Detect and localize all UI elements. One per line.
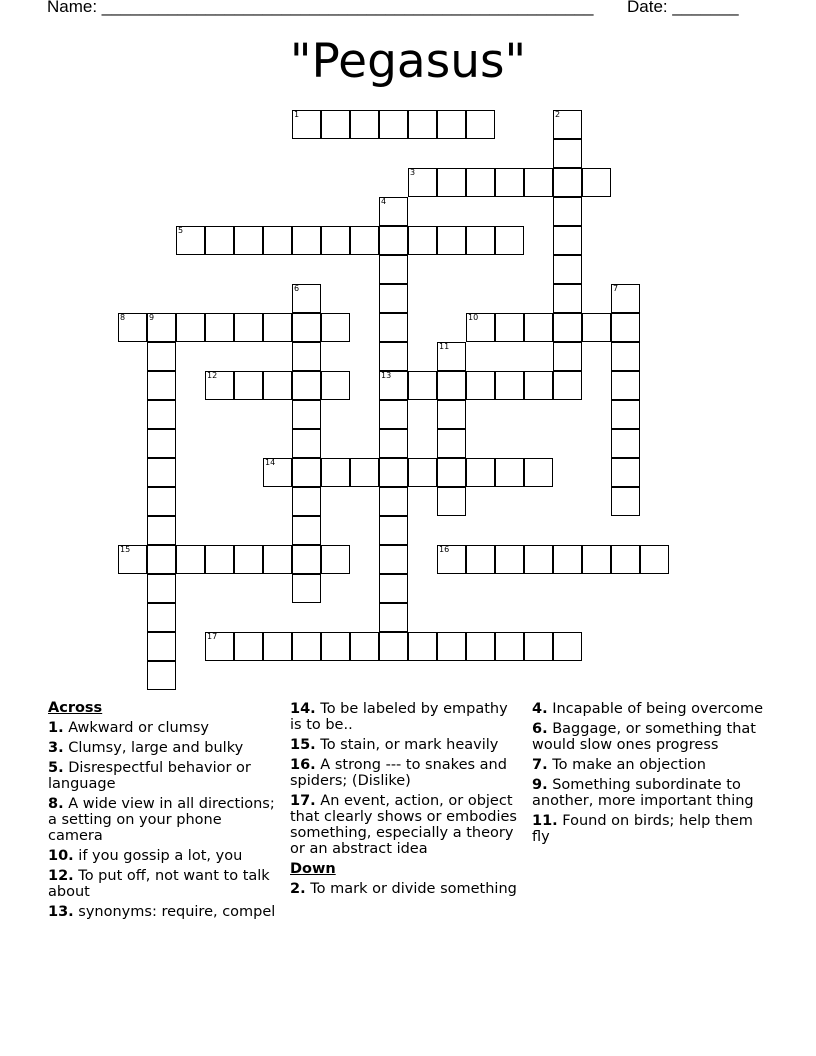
clue-across-10: 10. if you gossip a lot, you <box>48 848 243 864</box>
grid-cell[interactable] <box>205 226 234 255</box>
grid-cell[interactable] <box>379 487 408 516</box>
clue-across-1: 1. Awkward or clumsy <box>48 720 209 736</box>
grid-cell[interactable] <box>321 110 350 139</box>
clue-across-17: 17. An event, action, or object that clearly shows or embodies something, especially a theory or an abstract idea <box>290 793 517 857</box>
grid-cell[interactable] <box>350 458 379 487</box>
grid-cell[interactable] <box>379 458 408 487</box>
clue-number-label: 5 <box>178 226 184 235</box>
grid-cell[interactable] <box>147 603 176 632</box>
grid-cell[interactable] <box>611 284 640 313</box>
grid-cell[interactable] <box>147 400 176 429</box>
grid-cell[interactable] <box>379 429 408 458</box>
grid-cell[interactable] <box>263 226 292 255</box>
grid-cell[interactable] <box>611 487 640 516</box>
grid-cell[interactable] <box>205 313 234 342</box>
grid-cell[interactable] <box>234 545 263 574</box>
grid-cell[interactable] <box>292 110 321 139</box>
grid-cell[interactable] <box>379 110 408 139</box>
grid-cell[interactable] <box>524 632 553 661</box>
grid-cell[interactable] <box>524 168 553 197</box>
grid-cell[interactable] <box>379 516 408 545</box>
grid-cell[interactable] <box>437 429 466 458</box>
clue-across-8: 8. A wide view in all directions; a setting on your phone camera <box>48 796 275 844</box>
grid-cell[interactable] <box>582 313 611 342</box>
grid-cell[interactable] <box>176 313 205 342</box>
grid-cell[interactable] <box>553 255 582 284</box>
grid-cell[interactable] <box>524 545 553 574</box>
grid-cell[interactable] <box>292 226 321 255</box>
grid-cell[interactable] <box>466 168 495 197</box>
grid-cell[interactable] <box>263 632 292 661</box>
clue-number-label: 17 <box>207 632 218 641</box>
grid-cell[interactable] <box>524 458 553 487</box>
clue-number-label: 12 <box>207 371 218 380</box>
grid-cell[interactable] <box>553 313 582 342</box>
grid-cell[interactable] <box>379 313 408 342</box>
grid-cell[interactable] <box>321 313 350 342</box>
grid-cell[interactable] <box>437 342 466 371</box>
grid-cell[interactable] <box>205 545 234 574</box>
grid-cell[interactable] <box>466 632 495 661</box>
grid-cell[interactable] <box>437 487 466 516</box>
down-heading: Down <box>290 861 336 877</box>
grid-cell[interactable] <box>147 429 176 458</box>
grid-cell[interactable] <box>292 429 321 458</box>
grid-cell[interactable] <box>379 371 408 400</box>
grid-cell[interactable] <box>466 313 495 342</box>
clue-number-label: 3 <box>410 168 416 177</box>
clue-down-4: 4. Incapable of being overcome <box>532 701 764 717</box>
grid-cell[interactable] <box>611 429 640 458</box>
grid-cell[interactable] <box>205 632 234 661</box>
grid-cell[interactable] <box>147 516 176 545</box>
clue-down-6: 6. Baggage, or something that would slow ones progress <box>532 721 756 753</box>
grid-cell[interactable] <box>553 632 582 661</box>
grid-cell[interactable] <box>118 545 147 574</box>
grid-cell[interactable] <box>553 226 582 255</box>
grid-cell[interactable] <box>553 342 582 371</box>
grid-cell[interactable] <box>292 487 321 516</box>
grid-cell[interactable] <box>292 516 321 545</box>
name-field[interactable]: Name: ____________________________________________________ <box>47 0 594 16</box>
grid-cell[interactable] <box>379 226 408 255</box>
grid-cell[interactable] <box>263 371 292 400</box>
grid-cell[interactable] <box>292 313 321 342</box>
grid-cell[interactable] <box>437 458 466 487</box>
grid-cell[interactable] <box>263 545 292 574</box>
grid-cell[interactable] <box>321 458 350 487</box>
grid-cell[interactable] <box>379 574 408 603</box>
across-heading: Across <box>48 700 103 716</box>
grid-cell[interactable] <box>350 632 379 661</box>
grid-cell[interactable] <box>379 400 408 429</box>
clue-down-7: 7. To make an objection <box>532 757 706 773</box>
grid-cell[interactable] <box>147 313 176 342</box>
grid-cell[interactable] <box>582 168 611 197</box>
grid-cell[interactable] <box>437 545 466 574</box>
clue-across-15: 15. To stain, or mark heavily <box>290 737 499 753</box>
grid-cell[interactable] <box>437 110 466 139</box>
clue-number-label: 4 <box>381 197 387 206</box>
clue-down-9: 9. Something subordinate to another, more important thing <box>532 777 754 809</box>
grid-cell[interactable] <box>524 371 553 400</box>
grid-cell[interactable] <box>234 632 263 661</box>
grid-cell[interactable] <box>553 110 582 139</box>
grid-cell[interactable] <box>466 458 495 487</box>
grid-cell[interactable] <box>321 226 350 255</box>
grid-cell[interactable] <box>553 371 582 400</box>
clue-down-11: 11. Found on birds; help them fly <box>532 813 753 845</box>
grid-cell[interactable] <box>553 139 582 168</box>
grid-cell[interactable] <box>321 632 350 661</box>
clue-across-3: 3. Clumsy, large and bulky <box>48 740 244 756</box>
grid-cell[interactable] <box>495 313 524 342</box>
grid-cell[interactable] <box>292 400 321 429</box>
grid-cell[interactable] <box>611 545 640 574</box>
grid-cell[interactable] <box>408 226 437 255</box>
grid-cell[interactable] <box>611 342 640 371</box>
grid-cell[interactable] <box>118 313 147 342</box>
grid-cell[interactable] <box>611 313 640 342</box>
grid-cell[interactable] <box>408 632 437 661</box>
clue-number-label: 15 <box>120 545 131 554</box>
grid-cell[interactable] <box>147 574 176 603</box>
clue-number-label: 6 <box>294 284 300 293</box>
grid-cell[interactable] <box>437 168 466 197</box>
clue-column-3 <box>532 701 764 849</box>
clue-across-13: 13. synonyms: require, compel <box>48 904 276 920</box>
grid-cell[interactable] <box>263 458 292 487</box>
grid-cell[interactable] <box>466 226 495 255</box>
grid-cell[interactable] <box>292 574 321 603</box>
grid-cell[interactable] <box>495 458 524 487</box>
grid-cell[interactable] <box>379 342 408 371</box>
grid-cell[interactable] <box>379 197 408 226</box>
grid-cell[interactable] <box>553 197 582 226</box>
grid-cell[interactable] <box>437 226 466 255</box>
grid-cell[interactable] <box>611 371 640 400</box>
clue-column-2 <box>290 701 518 901</box>
grid-cell[interactable] <box>495 226 524 255</box>
grid-cell[interactable] <box>234 226 263 255</box>
clue-column-1 <box>48 700 278 924</box>
grid-cell[interactable] <box>350 110 379 139</box>
grid-cell[interactable] <box>379 632 408 661</box>
clue-number-label: 1 <box>294 110 300 119</box>
grid-cell[interactable] <box>147 545 176 574</box>
clue-number-label: 8 <box>120 313 126 322</box>
grid-cell[interactable] <box>553 284 582 313</box>
grid-cell[interactable] <box>495 545 524 574</box>
grid-cell[interactable] <box>553 545 582 574</box>
clue-across-16: 16. A strong --- to snakes and spiders; (Dislike) <box>290 757 507 789</box>
grid-cell[interactable] <box>408 110 437 139</box>
grid-cell[interactable] <box>205 371 234 400</box>
grid-cell[interactable] <box>379 545 408 574</box>
clue-number-label: 13 <box>381 371 392 380</box>
clue-number-label: 2 <box>555 110 561 119</box>
grid-cell[interactable] <box>292 284 321 313</box>
grid-cell[interactable] <box>466 371 495 400</box>
grid-cell[interactable] <box>524 313 553 342</box>
grid-cell[interactable] <box>437 632 466 661</box>
clue-number-label: 16 <box>439 545 450 554</box>
grid-cell[interactable] <box>379 603 408 632</box>
clue-number-label: 9 <box>149 313 155 322</box>
grid-cell[interactable] <box>437 400 466 429</box>
clue-across-14: 14. To be labeled by empathy is to be.. <box>290 701 508 733</box>
clue-number-label: 11 <box>439 342 450 351</box>
grid-cell[interactable] <box>147 342 176 371</box>
date-field[interactable]: Date: _______ <box>627 0 739 16</box>
grid-cell[interactable] <box>147 487 176 516</box>
grid-cell[interactable] <box>553 168 582 197</box>
clue-number-label: 7 <box>613 284 619 293</box>
grid-cell[interactable] <box>147 661 176 690</box>
grid-cell[interactable] <box>408 371 437 400</box>
grid-cell[interactable] <box>350 226 379 255</box>
grid-cell[interactable] <box>292 342 321 371</box>
grid-cell[interactable] <box>437 371 466 400</box>
clue-across-12: 12. To put off, not want to talk about <box>48 868 270 900</box>
clue-number-label: 14 <box>265 458 276 467</box>
grid-cell[interactable] <box>234 313 263 342</box>
grid-cell[interactable] <box>321 371 350 400</box>
grid-cell[interactable] <box>640 545 669 574</box>
grid-cell[interactable] <box>147 458 176 487</box>
clue-down-2: 2. To mark or divide something <box>290 881 517 897</box>
grid-cell[interactable] <box>147 371 176 400</box>
grid-cell[interactable] <box>495 371 524 400</box>
grid-cell[interactable] <box>466 545 495 574</box>
grid-cell[interactable] <box>466 110 495 139</box>
grid-cell[interactable] <box>408 168 437 197</box>
grid-cell[interactable] <box>408 458 437 487</box>
grid-cell[interactable] <box>292 371 321 400</box>
grid-cell[interactable] <box>611 400 640 429</box>
grid-cell[interactable] <box>379 284 408 313</box>
grid-cell[interactable] <box>495 632 524 661</box>
clue-across-5: 5. Disrespectful behavior or language <box>48 760 251 792</box>
grid-cell[interactable] <box>292 632 321 661</box>
grid-cell[interactable] <box>582 545 611 574</box>
grid-cell[interactable] <box>321 545 350 574</box>
grid-cell[interactable] <box>176 226 205 255</box>
grid-cell[interactable] <box>263 313 292 342</box>
grid-cell[interactable] <box>176 545 205 574</box>
grid-cell[interactable] <box>147 632 176 661</box>
grid-cell[interactable] <box>495 168 524 197</box>
grid-cell[interactable] <box>292 545 321 574</box>
clue-number-label: 10 <box>468 313 479 322</box>
grid-cell[interactable] <box>611 458 640 487</box>
grid-cell[interactable] <box>234 371 263 400</box>
grid-cell[interactable] <box>292 458 321 487</box>
grid-cell[interactable] <box>379 255 408 284</box>
puzzle-title: "Pegasus" <box>289 34 527 89</box>
